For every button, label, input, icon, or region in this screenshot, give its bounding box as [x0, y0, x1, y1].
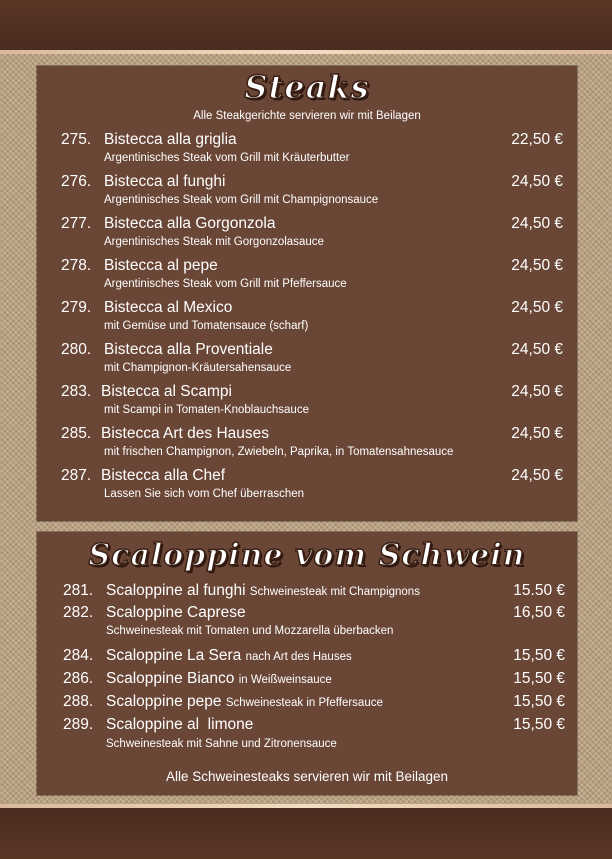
- item-number: 277.: [61, 215, 92, 232]
- item-price: 24,50 €: [511, 299, 563, 316]
- bottom-band: [0, 808, 612, 859]
- item-price: 15,50 €: [513, 647, 565, 664]
- scaloppine-title: Scaloppine vom Schwein: [88, 538, 526, 573]
- item-name: Bistecca al pepe: [104, 257, 218, 274]
- item-price: 24,50 €: [511, 425, 563, 442]
- item-number: 283.: [61, 383, 92, 400]
- item-name: Bistecca alla griglia: [104, 131, 237, 148]
- item-name: Bistecca al Scampi: [101, 383, 232, 400]
- item-price: 24,50 €: [511, 383, 563, 400]
- item-number: 276.: [61, 173, 92, 190]
- scaloppine-panel: [37, 532, 577, 795]
- scaloppine-footer: Alle Schweinesteaks servieren wir mit Beilagen: [165, 769, 449, 784]
- item-description: mit Champignon-Kräutersahensauce: [104, 362, 292, 374]
- item-number: 278.: [61, 257, 92, 274]
- item-name: Bistecca alla Gorgonzola: [104, 215, 276, 232]
- item-number: 281.: [63, 582, 94, 599]
- item-description: Lassen Sie sich vom Chef überraschen: [104, 488, 305, 500]
- item-price: 22,50 €: [511, 131, 563, 148]
- item-number: 289.: [63, 716, 94, 733]
- item-price: 15.50 €: [513, 582, 565, 599]
- item-price: 15,50 €: [513, 670, 565, 687]
- item-price: 16,50 €: [513, 604, 565, 621]
- item-description: Argentinisches Steak vom Grill mit Pfeffersauce: [104, 278, 347, 290]
- item-inline-note: Schweinesteak in Pfeffersauce: [225, 697, 383, 709]
- steaks-subtitle: Alle Steakgerichte servieren wir mit Beilagen: [193, 110, 421, 122]
- item-price: 24,50 €: [511, 467, 563, 484]
- item-price: 15,50 €: [513, 716, 565, 733]
- item-inline-note: nach Art des Hauses: [245, 651, 352, 663]
- item-price: 24,50 €: [511, 215, 563, 232]
- item-price: 24,50 €: [511, 173, 563, 190]
- item-description: Argentinisches Steak mit Gorgonzolasauce: [104, 236, 324, 248]
- item-name: Scaloppine Bianco in Weißweinsauce: [106, 670, 332, 687]
- item-number: 280.: [61, 341, 92, 358]
- item-name: Bistecca al Mexico: [104, 299, 233, 316]
- item-name: Scaloppine al limone: [106, 716, 254, 733]
- item-description: mit Gemüse und Tomatensauce (scharf): [104, 320, 309, 332]
- steaks-title: Steaks: [244, 68, 370, 106]
- item-price: 24,50 €: [511, 341, 563, 358]
- item-description: Argentinisches Steak vom Grill mit Kräuterbutter: [104, 152, 350, 164]
- item-number: 279.: [61, 299, 92, 316]
- item-number: 285.: [61, 425, 92, 442]
- item-number: 275.: [61, 131, 92, 148]
- item-name: Scaloppine al funghi Schweinesteak mit Champignons: [106, 582, 420, 599]
- item-price: 15,50 €: [513, 693, 565, 710]
- item-number: 282.: [63, 604, 94, 621]
- item-name: Bistecca alla Proventiale: [104, 341, 273, 358]
- item-name: Bistecca al funghi: [104, 173, 226, 190]
- item-number: 288.: [63, 693, 94, 710]
- item-description: Schweinesteak mit Sahne und Zitronensauce: [106, 738, 337, 750]
- top-band: [0, 0, 612, 50]
- steaks-panel: [37, 66, 577, 521]
- item-name: Scaloppine La Sera nach Art des Hauses: [106, 647, 352, 664]
- item-description: mit frischen Champignon, Zwiebeln, Paprika, in Tomatensahnesauce: [104, 446, 454, 458]
- item-inline-note: Schweinesteak mit Champignons: [249, 586, 420, 598]
- item-inline-note: in Weißweinsauce: [238, 674, 332, 686]
- item-description: mit Scampi in Tomaten-Knoblauchsauce: [104, 404, 309, 416]
- item-name: Scaloppine Caprese: [106, 604, 246, 621]
- item-name: Bistecca alla Chef: [101, 467, 226, 484]
- item-number: 284.: [63, 647, 94, 664]
- item-number: 287.: [61, 467, 92, 484]
- item-description: Argentinisches Steak vom Grill mit Champignonsauce: [104, 194, 379, 206]
- item-number: 286.: [63, 670, 94, 687]
- item-name: Scaloppine pepe Schweinesteak in Pfeffersauce: [106, 693, 383, 710]
- item-price: 24,50 €: [511, 257, 563, 274]
- item-description: Schweinesteak mit Tomaten und Mozzarella überbacken: [106, 625, 394, 637]
- item-name: Bistecca Art des Hauses: [101, 425, 269, 442]
